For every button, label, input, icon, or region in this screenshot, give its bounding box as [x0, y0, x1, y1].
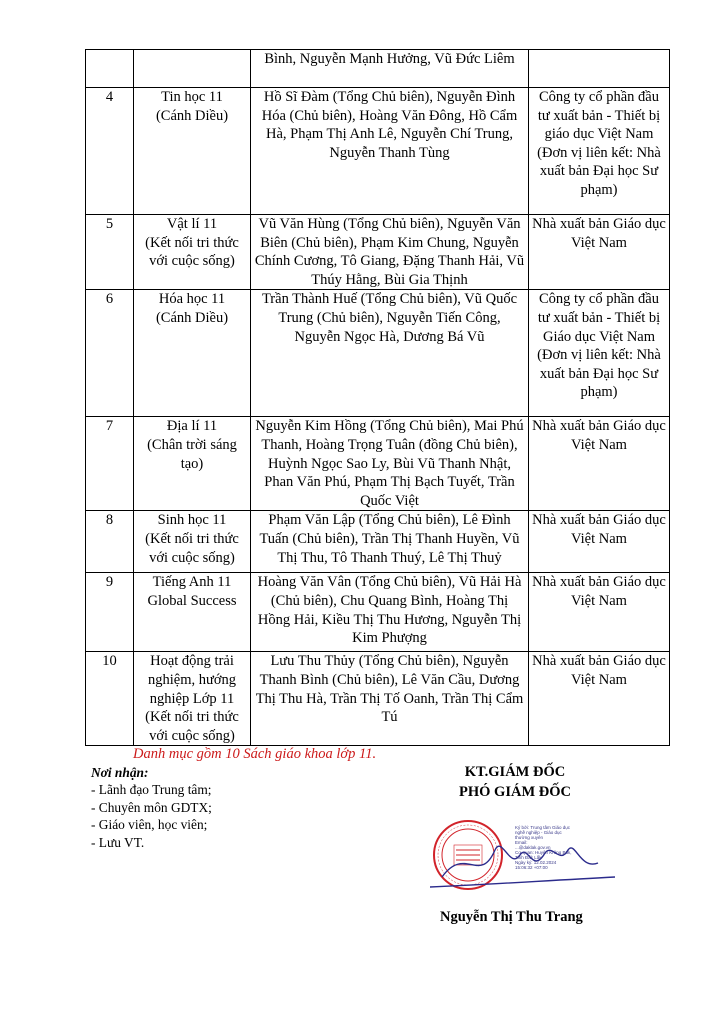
- table-row: [86, 215, 670, 290]
- digital-sign-line: 15:06:32 +07:00: [515, 865, 548, 870]
- book-publisher: Nhà xuất bản Giáo dục Việt Nam: [529, 652, 670, 746]
- book-publisher: Công ty cổ phần đầu tư xuất bản - Thiết bị giáo dục Việt Nam (Đơn vị liên kết: Nhà xuất bản Đại học Sư phạm): [529, 88, 670, 215]
- table-row: [86, 573, 670, 652]
- recipients-title: Nơi nhận:: [91, 765, 149, 780]
- digital-sign-line: Ngày ký: 12.02.2024: [515, 860, 557, 865]
- book-authors: Phạm Văn Lập (Tổng Chủ biên), Lê Đình Tuấn (Chủ biên), Trần Thị Thanh Huyền, Vũ Thị Thu, Tô Thanh Thuý, Lê Thị Thuỷ: [251, 511, 529, 573]
- book-title: Tiếng Anh 11 Global Success: [134, 573, 251, 652]
- table-row: [86, 652, 670, 746]
- book-title: Vật lí 11 (Kết nối tri thức với cuộc sống): [134, 215, 251, 290]
- recipient-item: - Giáo viên, học viên;: [91, 817, 208, 833]
- row-number: 6: [86, 290, 134, 417]
- signature-title: [430, 762, 600, 802]
- book-authors: Nguyễn Kim Hồng (Tổng Chủ biên), Mai Phú Thanh, Hoàng Trọng Tuân (đồng Chủ biên), Huỳnh Ngọc Sao Ly, Bùi Vũ Thanh Nhật, Phan Văn Phú, Phạm Thị Bạch Tuyết, Trần Quốc Việt: [251, 417, 529, 511]
- position-label: PHÓ GIÁM ĐỐC: [459, 784, 571, 800]
- book-title: Sinh học 11 (Kết nối tri thức với cuộc sống): [134, 511, 251, 573]
- recipients-block: [91, 764, 212, 851]
- book-authors: Trần Thành Huế (Tổng Chủ biên), Vũ Quốc Trung (Chủ biên), Nguyễn Tiến Công, Nguyễn Ngọc Hà, Dương Bá Vũ: [251, 290, 529, 417]
- book-authors: Hoàng Văn Vân (Tổng Chủ biên), Vũ Hải Hà (Chủ biên), Chu Quang Bình, Hoàng Thị Hồng Hải, Kiều Thị Thu Hương, Nguyễn Thị Kim Phượng: [251, 573, 529, 652]
- book-authors: Vũ Văn Hùng (Tổng Chủ biên), Nguyễn Văn Biên (Chủ biên), Phạm Kim Chung, Nguyễn Chính Cương, Tô Giang, Đặng Thanh Hải, Vũ Thúy Hằng, Bùi Gia Thịnh: [251, 215, 529, 290]
- table-row: [86, 290, 670, 417]
- digital-sign-line: ...@daklak.gov.vn: [515, 845, 551, 850]
- row-number: 9: [86, 573, 134, 652]
- book-publisher: Nhà xuất bản Giáo dục Việt Nam: [529, 511, 670, 573]
- book-publisher: Công ty cổ phần đầu tư xuất bản - Thiết bị Giáo dục Việt Nam (Đơn vị liên kết: Nhà xuất bản Đại học Sư phạm): [529, 290, 670, 417]
- digital-sign-line: thường xuyên: [515, 835, 543, 840]
- book-authors: Lưu Thu Thủy (Tổng Chủ biên), Nguyễn Thanh Bình (Chủ biên), Lê Văn Cầu, Dương Thị Thu Hà, Trần Thị Tố Oanh, Trần Thị Cẩm Tú: [251, 652, 529, 746]
- digital-sign-line: Ký bởi: Trung tâm Giáo dục: [515, 825, 570, 830]
- book-title: [134, 50, 251, 88]
- table-row: [86, 50, 670, 88]
- row-number: 4: [86, 88, 134, 215]
- book-authors: Hồ Sĩ Đàm (Tổng Chủ biên), Nguyễn Đình Hóa (Chủ biên), Hoàng Văn Đông, Hồ Cẩm Hà, Phạm Thị Anh Lê, Nguyễn Chí Trung, Nguyễn Thanh Tùng: [251, 88, 529, 215]
- book-publisher: Nhà xuất bản Giáo dục Việt Nam: [529, 215, 670, 290]
- row-number: [86, 50, 134, 88]
- recipient-item: - Lãnh đạo Trung tâm;: [91, 782, 212, 798]
- seal-and-signature: [420, 815, 620, 895]
- digital-sign-line: Email:: [515, 840, 528, 845]
- table-row: [86, 511, 670, 573]
- book-title: Địa lí 11 (Chân trời sáng tạo): [134, 417, 251, 511]
- recipient-item: - Lưu VT.: [91, 834, 145, 850]
- book-title: Tin học 11 (Cánh Diều): [134, 88, 251, 215]
- book-publisher: Nhà xuất bản Giáo dục Việt Nam: [529, 417, 670, 511]
- row-number: 5: [86, 215, 134, 290]
- digital-sign-line: nghề nghiệp - Giáo dục: [515, 830, 562, 835]
- signer-name: Nguyễn Thị Thu Trang: [440, 909, 583, 925]
- textbook-table-body: [86, 50, 670, 746]
- row-number: 7: [86, 417, 134, 511]
- table-row: [86, 417, 670, 511]
- recipient-item: - Chuyên môn GDTX;: [91, 799, 212, 815]
- textbook-table: [85, 49, 670, 746]
- digital-sign-line: Cơ quan: Huyện Krông Bük,: [515, 850, 572, 855]
- row-number: 8: [86, 511, 134, 573]
- list-summary: Danh mục gồm 10 Sách giáo khoa lớp 11.: [133, 746, 377, 762]
- digital-signature-info: [515, 824, 571, 870]
- digital-sign-line: Tỉnh Đắk Lắk: [515, 855, 542, 860]
- deputy-label: KT.GIÁM ĐỐC: [464, 764, 566, 780]
- book-authors: Bình, Nguyễn Mạnh Hưởng, Vũ Đức Liêm: [251, 50, 529, 88]
- book-publisher: Nhà xuất bản Giáo dục Việt Nam: [529, 573, 670, 652]
- book-title: Hóa học 11 (Cánh Diều): [134, 290, 251, 417]
- book-publisher: [529, 50, 670, 88]
- book-title: Hoạt động trải nghiệm, hướng nghiệp Lớp 11 (Kết nối tri thức với cuộc sống): [134, 652, 251, 746]
- row-number: 10: [86, 652, 134, 746]
- table-row: [86, 88, 670, 215]
